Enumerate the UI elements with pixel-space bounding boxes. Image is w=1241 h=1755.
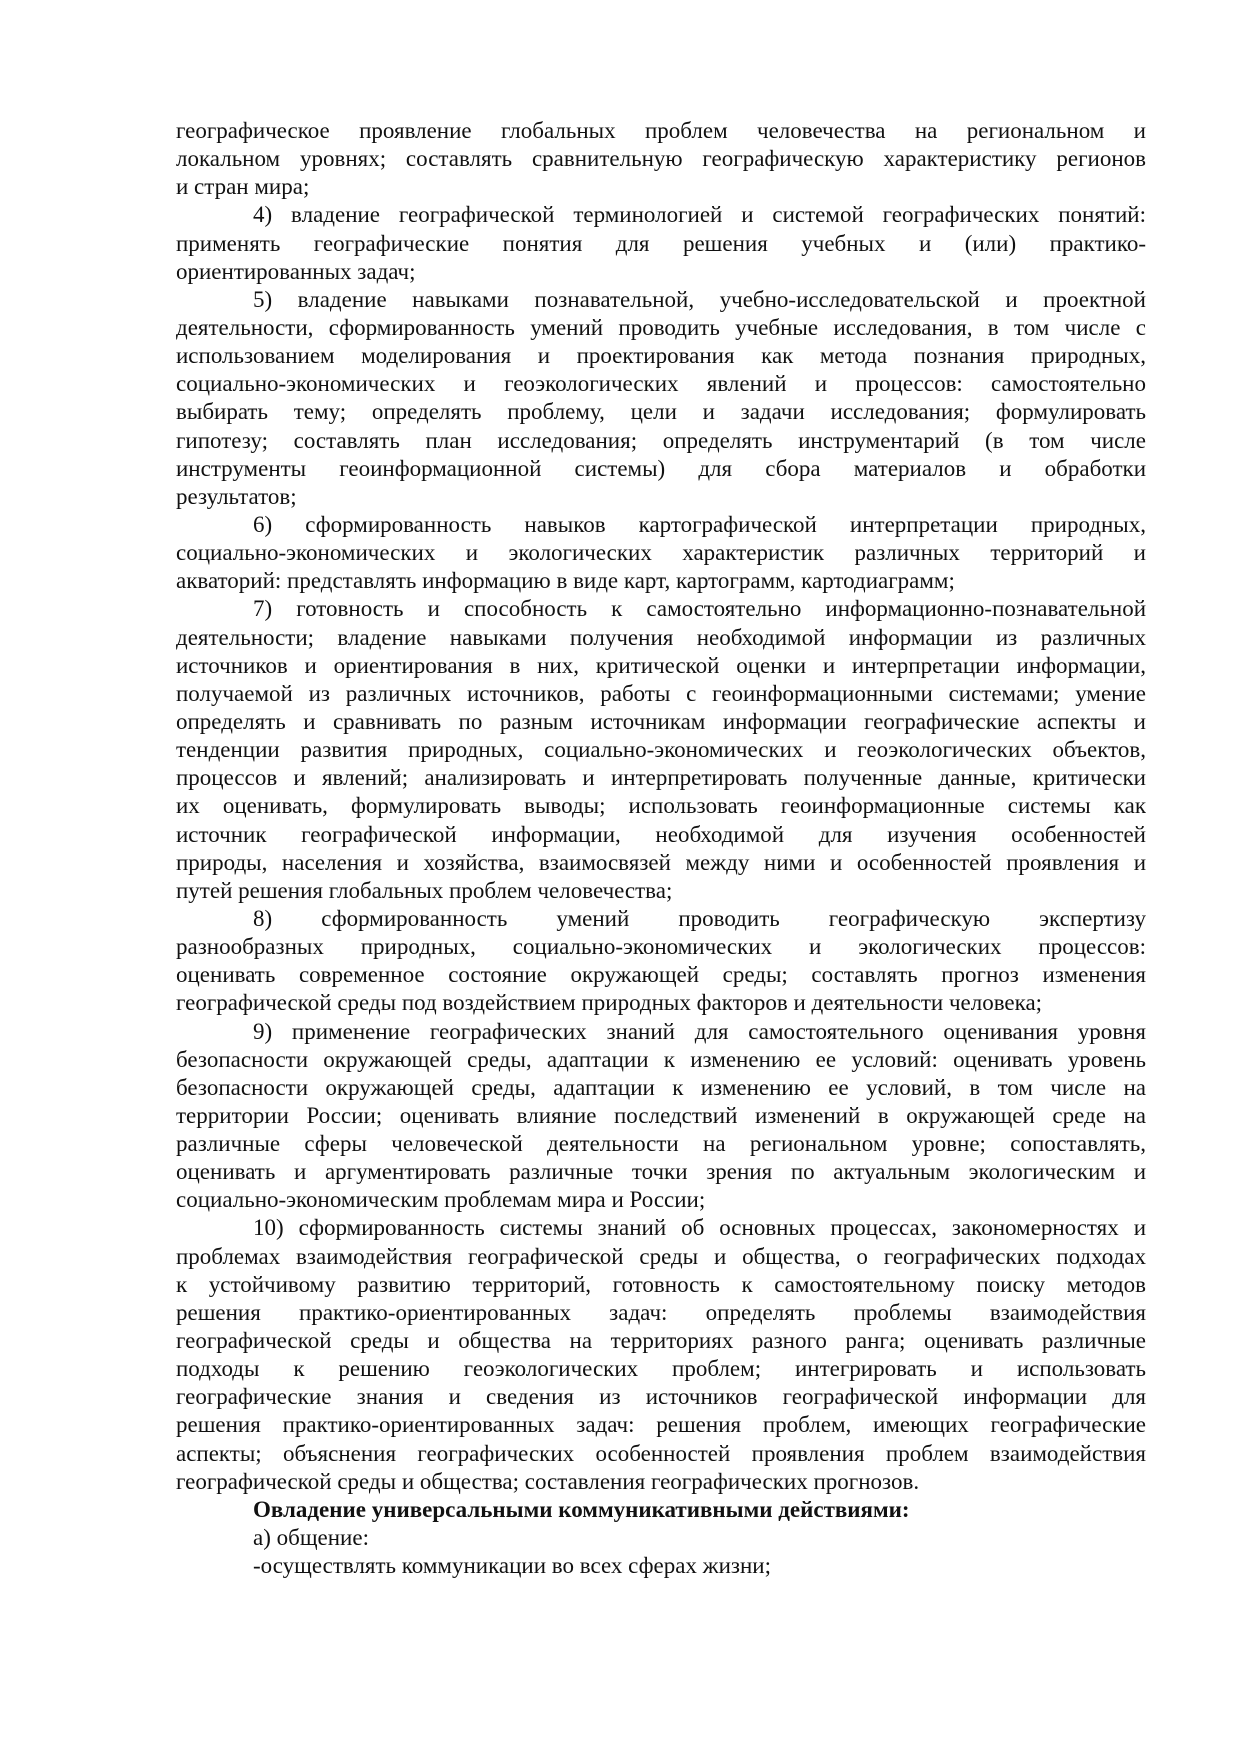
text-line: ориентированных задач; (176, 258, 416, 284)
paragraph-item-10 (176, 1214, 1146, 1495)
text-line: 10) сформированность системы знаний об основных процессах, закономерностях и (253, 1215, 1146, 1241)
text-line: различные сферы человеческой деятельности на региональном уровне; сопоставлять, (176, 1131, 1146, 1157)
text-line: и стран мира; (176, 174, 310, 200)
text-line: социально-экономических и геоэкологических явлений и процессов: самостоятельно (176, 371, 1146, 397)
text-line: гипотезу; составлять план исследования; определять инструментарий (в том числе (176, 427, 1146, 453)
text-line: определять и сравнивать по разным источникам информации географические аспекты и (176, 708, 1146, 734)
text-line: разнообразных природных, социально-экономических и экологических процессов: (176, 934, 1146, 960)
text-line: Овладение универсальными коммуникативными действиями: (253, 1496, 910, 1522)
text-line: 8) сформированность умений проводить географическую экспертизу (253, 905, 1146, 931)
text-line: оценивать и аргументировать различные точки зрения по актуальным экологическим и (176, 1159, 1146, 1185)
paragraph-p-continuation (176, 117, 1146, 201)
text-line: подходы к решению геоэкологических проблем; интегрировать и использовать (176, 1356, 1146, 1382)
text-line: процессов и явлений; анализировать и интерпретировать полученные данные, критически (176, 765, 1146, 791)
paragraph-item-6 (176, 511, 1146, 595)
text-line: деятельности, сформированность умений проводить учебные исследования, в том числе с (176, 314, 1146, 340)
text-line: аспекты; объяснения географических особенностей проявления проблем взаимодействия (176, 1440, 1146, 1466)
paragraph-item-9 (176, 1018, 1146, 1215)
text-line: акваторий: представлять информацию в виде карт, картограмм, картодиаграмм; (176, 568, 955, 594)
text-line: безопасности окружающей среды, адаптации к изменению ее условий, в том числе на (176, 1074, 1146, 1100)
text-line: 9) применение географических знаний для самостоятельного оценивания уровня (253, 1018, 1146, 1044)
text-line: географической среды и общества на территориях разного ранга; оценивать различные (176, 1328, 1146, 1354)
text-line: оценивать современное состояние окружающей среды; составлять прогноз изменения (176, 962, 1146, 988)
text-line: географической среды и общества; составления географических прогнозов. (176, 1468, 920, 1494)
text-line: применять географические понятия для решения учебных и (или) практико- (176, 230, 1146, 256)
text-line: социально-экономических и экологических характеристик различных территорий и (176, 540, 1146, 566)
text-line: решения практико-ориентированных задач: определять проблемы взаимодействия (176, 1299, 1146, 1325)
text-line: путей решения глобальных проблем человечества; (176, 877, 673, 903)
paragraph-item-7 (176, 595, 1146, 905)
paragraph-subheading-communication (176, 1524, 1146, 1552)
text-line: социально-экономическим проблемам мира и России; (176, 1187, 706, 1213)
section-heading (176, 1496, 1146, 1524)
text-line: природы, населения и хозяйства, взаимосвязей между ними и особенностей проявления и (176, 849, 1146, 875)
text-line: источник географической информации, необходимой для изучения особенностей (176, 821, 1146, 847)
text-line: выбирать тему; определять проблему, цели и задачи исследования; формулировать (176, 399, 1146, 425)
text-line: 7) готовность и способность к самостоятельно информационно-познавательной (253, 596, 1146, 622)
text-line: географические знания и сведения из источников географической информации для (176, 1384, 1146, 1410)
text-line: их оценивать, формулировать выводы; использовать геоинформационные системы как (176, 793, 1146, 819)
paragraph-item-5 (176, 286, 1146, 511)
text-line: деятельности; владение навыками получения необходимой информации из различных (176, 624, 1146, 650)
text-line: тенденции развития природных, социально-экономических и геоэкологических объектов, (176, 737, 1146, 763)
text-line: территории России; оценивать влияние последствий изменений в окружающей среде на (176, 1102, 1146, 1128)
text-line: использованием моделирования и проектирования как метода познания природных, (176, 343, 1146, 369)
text-line: источников и ориентирования в них, критической оценки и интерпретации информации, (176, 652, 1146, 678)
text-line: а) общение: (253, 1525, 369, 1551)
text-line: к устойчивому развитию территорий, готовность к самостоятельному поиску методов (176, 1271, 1146, 1297)
text-line: получаемой из различных источников, работы с геоинформационными системами; умение (176, 680, 1146, 706)
paragraph-item-8 (176, 905, 1146, 1018)
text-line: географической среды под воздействием природных факторов и деятельности человека; (176, 990, 1043, 1016)
text-line: локальном уровнях; составлять сравнительную географическую характеристику регионов (176, 146, 1146, 172)
text-line: безопасности окружающей среды, адаптации к изменению ее условий: оценивать уровень (176, 1046, 1146, 1072)
document-page (176, 117, 1146, 1580)
text-line: решения практико-ориентированных задач: решения проблем, имеющих географические (176, 1412, 1146, 1438)
text-line: -осуществлять коммуникации во всех сферах жизни; (253, 1553, 771, 1579)
text-line: проблемах взаимодействия географической среды и общества, о географических подходах (176, 1243, 1146, 1269)
paragraph-item-4 (176, 201, 1146, 285)
text-line: географическое проявление глобальных проблем человечества на региональном и (176, 118, 1146, 143)
text-line: 6) сформированность навыков картографической интерпретации природных, (253, 511, 1146, 537)
text-line: 4) владение географической терминологией и системой географических понятий: (253, 202, 1146, 228)
paragraph-bullet-communication (176, 1552, 1146, 1580)
text-line: инструменты геоинформационной системы) для сбора материалов и обработки (176, 455, 1146, 481)
text-line: результатов; (176, 483, 297, 509)
text-line: 5) владение навыками познавательной, учебно-исследовательской и проектной (253, 286, 1146, 312)
